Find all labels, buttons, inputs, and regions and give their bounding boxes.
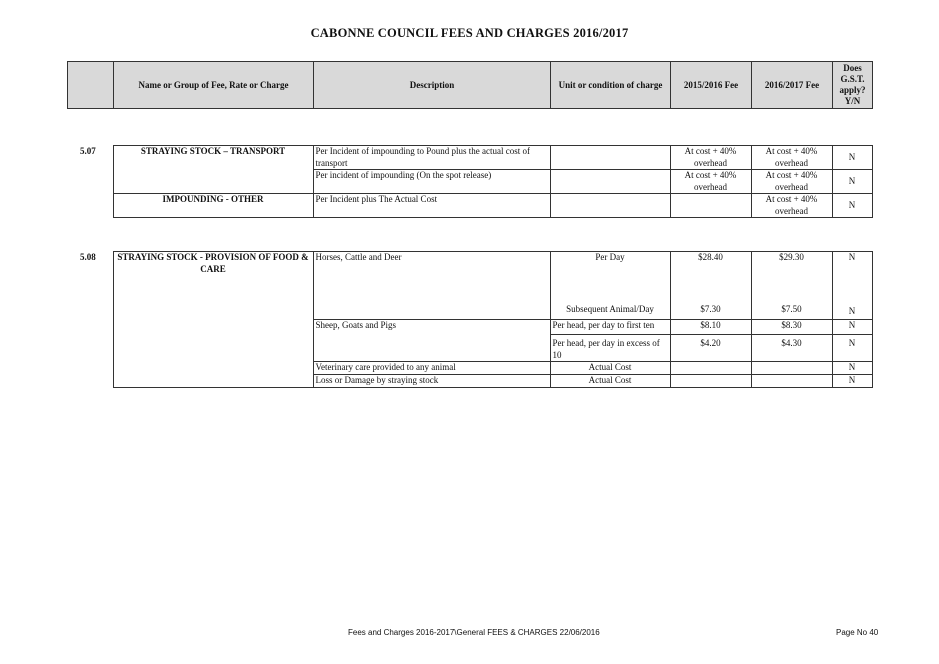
table-row xyxy=(67,194,872,218)
table-row xyxy=(67,146,872,170)
row-fee-2015 xyxy=(670,375,751,388)
row-fee-2016: At cost + 40% overhead xyxy=(751,146,832,170)
header-fee-2016: 2016/2017 Fee xyxy=(752,62,833,109)
row-fee-2015: At cost + 40% overhead xyxy=(670,146,751,170)
column-header-table xyxy=(67,61,873,109)
header-name: Name or Group of Fee, Rate or Charge xyxy=(114,62,314,109)
row-gst: N xyxy=(832,375,872,388)
subsection-name: IMPOUNDING - OTHER xyxy=(113,194,313,218)
row-gst: N xyxy=(832,320,872,335)
row-gst: N xyxy=(832,304,872,320)
row-fee-2016: $8.30 xyxy=(751,320,832,335)
row-description: Veterinary care provided to any animal xyxy=(313,362,550,375)
row-fee-2015 xyxy=(670,362,751,375)
row-fee-2015: $28.40 xyxy=(670,252,751,304)
section-name: STRAYING STOCK - PROVISION OF FOOD & CARE xyxy=(113,252,313,388)
row-description: Horses, Cattle and Deer xyxy=(313,252,550,320)
footer-file-path: Fees and Charges 2016-2017\General FEES & CHARGES 22/06/2016 xyxy=(348,628,600,637)
row-gst: N xyxy=(832,194,872,218)
row-gst: N xyxy=(832,170,872,194)
row-gst: N xyxy=(832,362,872,375)
row-description: Per Incident of impounding to Pound plus the actual cost of transport xyxy=(313,146,550,170)
row-unit: Per Day xyxy=(550,252,670,304)
row-unit: Subsequent Animal/Day xyxy=(550,304,670,320)
section-number: 5.07 xyxy=(80,145,96,156)
row-fee-2016: At cost + 40% overhead xyxy=(751,194,832,218)
row-fee-2016: $4.30 xyxy=(751,335,832,362)
row-fee-2016: $7.50 xyxy=(751,304,832,320)
footer-page-number: Page No 40 xyxy=(836,628,879,637)
row-fee-2016 xyxy=(751,362,832,375)
row-fee-2015: $8.10 xyxy=(670,320,751,335)
row-fee-2016: $29.30 xyxy=(751,252,832,304)
row-description: Sheep, Goats and Pigs xyxy=(313,320,550,362)
row-description: Per Incident plus The Actual Cost xyxy=(313,194,550,218)
page-title: CABONNE COUNCIL FEES AND CHARGES 2016/2017 xyxy=(310,26,629,40)
row-fee-2015: At cost + 40% overhead xyxy=(670,170,751,194)
header-unit: Unit or condition of charge xyxy=(551,62,671,109)
row-unit xyxy=(550,170,670,194)
table-row xyxy=(67,252,872,304)
row-unit: Per head, per day in excess of 10 xyxy=(550,335,670,362)
row-unit: Actual Cost xyxy=(550,362,670,375)
header-fee-2015: 2015/2016 Fee xyxy=(671,62,752,109)
header-description: Description xyxy=(314,62,551,109)
section-number: 5.08 xyxy=(80,251,96,262)
section-507-table xyxy=(67,145,873,218)
row-unit xyxy=(550,194,670,218)
row-fee-2016 xyxy=(751,375,832,388)
row-fee-2015: $4.20 xyxy=(670,335,751,362)
row-fee-2016: At cost + 40% overhead xyxy=(751,170,832,194)
row-unit: Per head, per day to first ten xyxy=(550,320,670,335)
row-description: Per incident of impounding (On the spot release) xyxy=(313,170,550,194)
row-gst: N xyxy=(832,252,872,304)
row-unit xyxy=(550,146,670,170)
section-name: STRAYING STOCK – TRANSPORT xyxy=(113,146,313,194)
section-508-table xyxy=(67,251,873,388)
header-number-cell xyxy=(68,62,114,109)
row-gst: N xyxy=(832,146,872,170)
row-gst: N xyxy=(832,335,872,362)
row-unit: Actual Cost xyxy=(550,375,670,388)
row-fee-2015: $7.30 xyxy=(670,304,751,320)
row-description: Loss or Damage by straying stock xyxy=(313,375,550,388)
header-gst: Does G.S.T. apply? Y/N xyxy=(833,62,873,109)
row-fee-2015 xyxy=(670,194,751,218)
